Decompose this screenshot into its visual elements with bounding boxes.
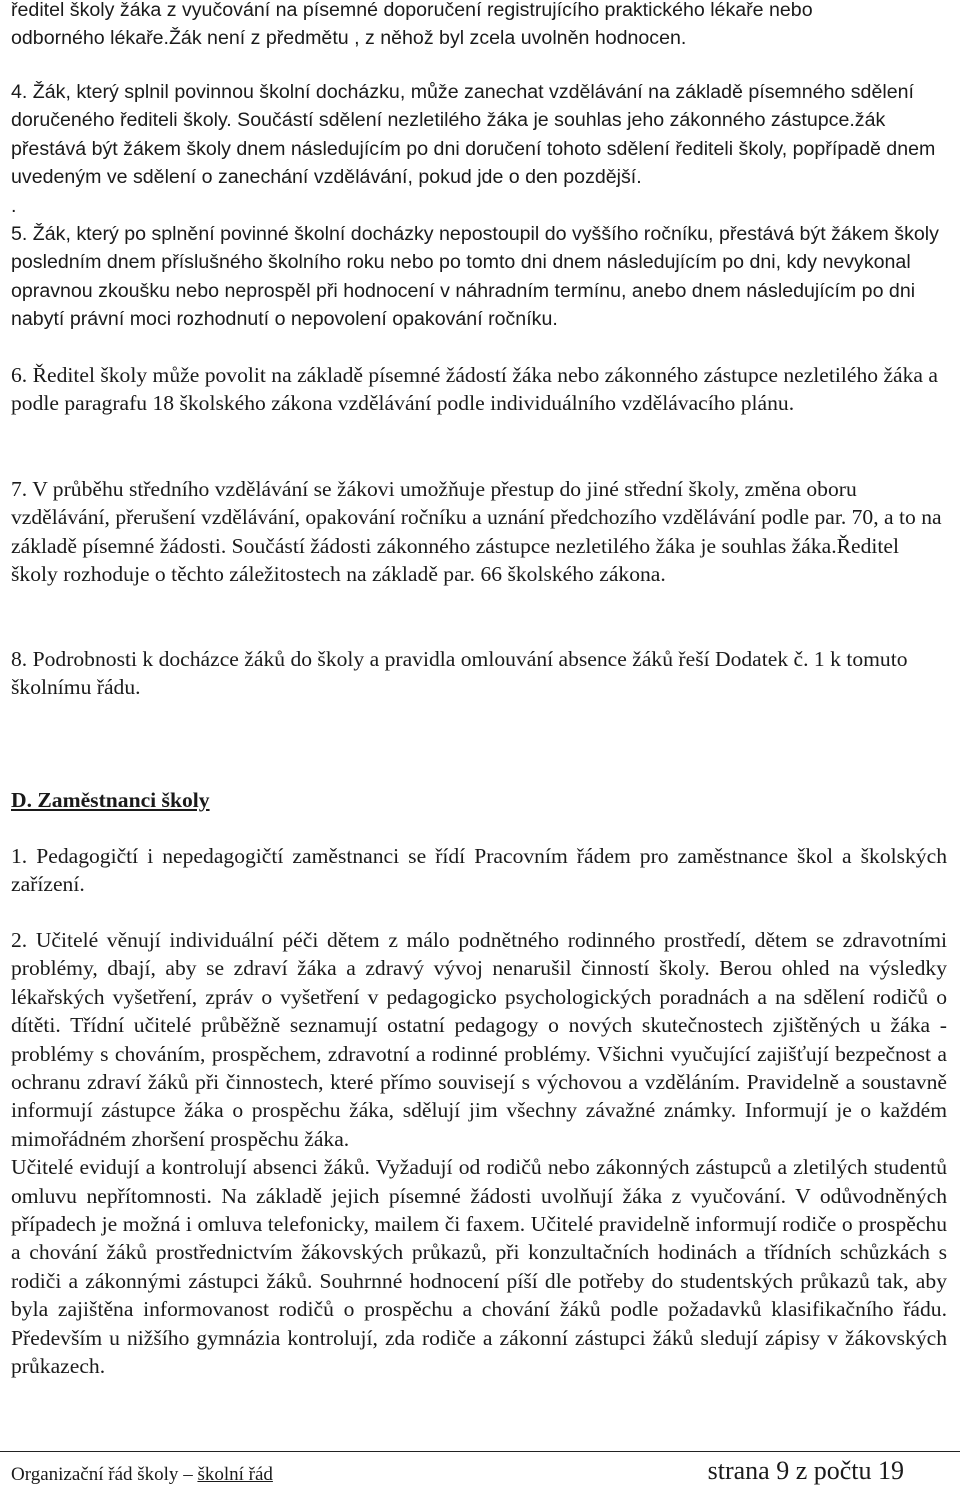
item-5-paragraph <box>11 220 947 334</box>
item-8-paragraph <box>11 645 947 702</box>
intro-line-2: odborného lékaře.Žák není z předmětu , z něhož byl zcela uvolněn hodnocen. <box>11 27 687 50</box>
intro-line-1: ředitel školy žáka z vyučování na písemné doporučení registrujícího praktického lékaře nebo <box>11 0 813 21</box>
footer-title-separator: – <box>178 1464 198 1485</box>
footer-title-part-1: Organizační řád školy <box>11 1464 179 1485</box>
item-5-text: 5. Žák, který po splnění povinné školní docházky nepostoupil do vyššího ročníku, přestává být žákem školy posledním dnem příslušného školního roku nebo po tomto dni dnem následujícím po dni, kdy nevykonal opravnou zkoušku nebo neprospěl při hodnocení v náhradním termínu, anebo dnem následujícím po dni nabytí právní moci rozhodnutí o nepovolení opakování ročníku. <box>11 223 939 331</box>
item-4-text: 4. Žák, který splnil povinnou školní docházku, může zanechat vzdělávání na základě písemného sdělení doručeného řediteli školy. Součástí sdělení nezletilého žáka je souhlas jeho zákonného zástupce.žák přestává být žákem školy dnem následujícím po dni doručení tohoto sdělení řediteli školy, popřípadě dnem uvedeným ve sdělení o zanechání vzdělávání, pokud jde o den pozdější. <box>11 81 936 189</box>
section-d-absence-text: Učitelé evidují a kontrolují absenci žáků. Vyžadují od rodičů nebo zákonných zástupců a zletilých studentů omluvu nepřítomnosti. Na základě jejich písemné žádosti uvolňují žáka z vyučování. V odůvodněných případech je možná i omluva telefonicky, mailem či faxem. Učitelé pravidelně informují rodiče o prospěchu a chování žáků prostřednictvím žákovských průkazů, při konzultačních hodinách a třídních schůzkách s rodiči a zákonnými zástupci žáků. Souhrnné hodnocení píší dle potřeby do studentských průkazů tak, aby byla zajištěna informovanost rodičů o prospěchu a chování žáků podle požadavků klasifikačního řádu. Především u nižšího gymnázia kontrolují, zda rodiče a zákonní zástupci žáků sledují zápisy v žákovských průkazech. <box>11 1155 947 1379</box>
item-6-paragraph <box>11 361 947 418</box>
item-4-trailing-dot: . <box>11 194 17 217</box>
section-d-point-2-text: 2. Učitelé věnují individuální péči dětem z málo podnětného rodinného prostředí, dětem se zdravotními problémy, dbají, aby se zdraví žáka a zdravý vývoj nenarušil činností školy. Berou ohled na výsledky lékařských vyšetření, zpráv o vyšetření v pedagogicko psychologických poradnách a na sdělení rodičů o dítěti. Třídní učitelé průběžně seznamují ostatní pedagogy o nových skutečnostech zjištěných u žáka - problémy s chováním, prospěchem, zdravotní a rodinné problémy. Všichni vyučující zajišťují bezpečnost a ochranu zdraví žáků při činnostech, které přímo souvisejí s výchovou a vzděláním. Pravidelně a soustavně informují zástupce žáka o prospěchu žáka, sdělují jim všechny závažné známky. Informují je o každém mimořádném zhoršení prospěchu žáka. <box>11 928 947 1151</box>
intro-paragraph <box>11 0 947 53</box>
item-6-text: 6. Ředitel školy může povolit na základě písemné žádostí žáka nebo zákonného zástupce nezletilého žáka a podle paragrafu 18 školského zákona vzdělávání podle individuálního vzdělávacího plánu. <box>11 363 938 416</box>
footer-page-number: strana 9 z počtu 19 <box>707 1456 904 1485</box>
section-d-heading: D. Zaměstnanci školy <box>11 788 210 812</box>
section-d-point-2 <box>11 926 947 1381</box>
section-d-heading-block <box>11 786 947 814</box>
section-d-point-1 <box>11 842 947 899</box>
section-d-point-1-text: 1. Pedagogičtí i nepedagogičtí zaměstnanci se řídí Pracovním řádem pro zaměstnance škol a školských zařízení. <box>11 844 947 897</box>
item-7-paragraph <box>11 475 947 589</box>
item-8-text: 8. Podrobnosti k docházce žáků do školy a pravidla omlouvání absence žáků řeší Dodatek č. 1 k tomuto školnímu řádu. <box>11 647 908 700</box>
footer-document-title <box>11 1464 273 1486</box>
item-4-paragraph <box>11 78 947 220</box>
item-7-text: 7. V průběhu středního vzdělávání se žákovi umožňuje přestup do jiné střední školy, změna oboru vzdělávání, přerušení vzdělávání, opakování ročníku a uznání předchozího vzdělávání podle par. 70, a to na základě písemné žádosti. Součástí žádosti zákonného zástupce nezletilého žáka je souhlas žáka.Ředitel školy rozhoduje o těchto záležitostech na základě par. 66 školského zákona. <box>11 477 942 587</box>
footer-title-part-2: školní řád <box>197 1464 273 1485</box>
page-footer <box>0 1451 960 1490</box>
